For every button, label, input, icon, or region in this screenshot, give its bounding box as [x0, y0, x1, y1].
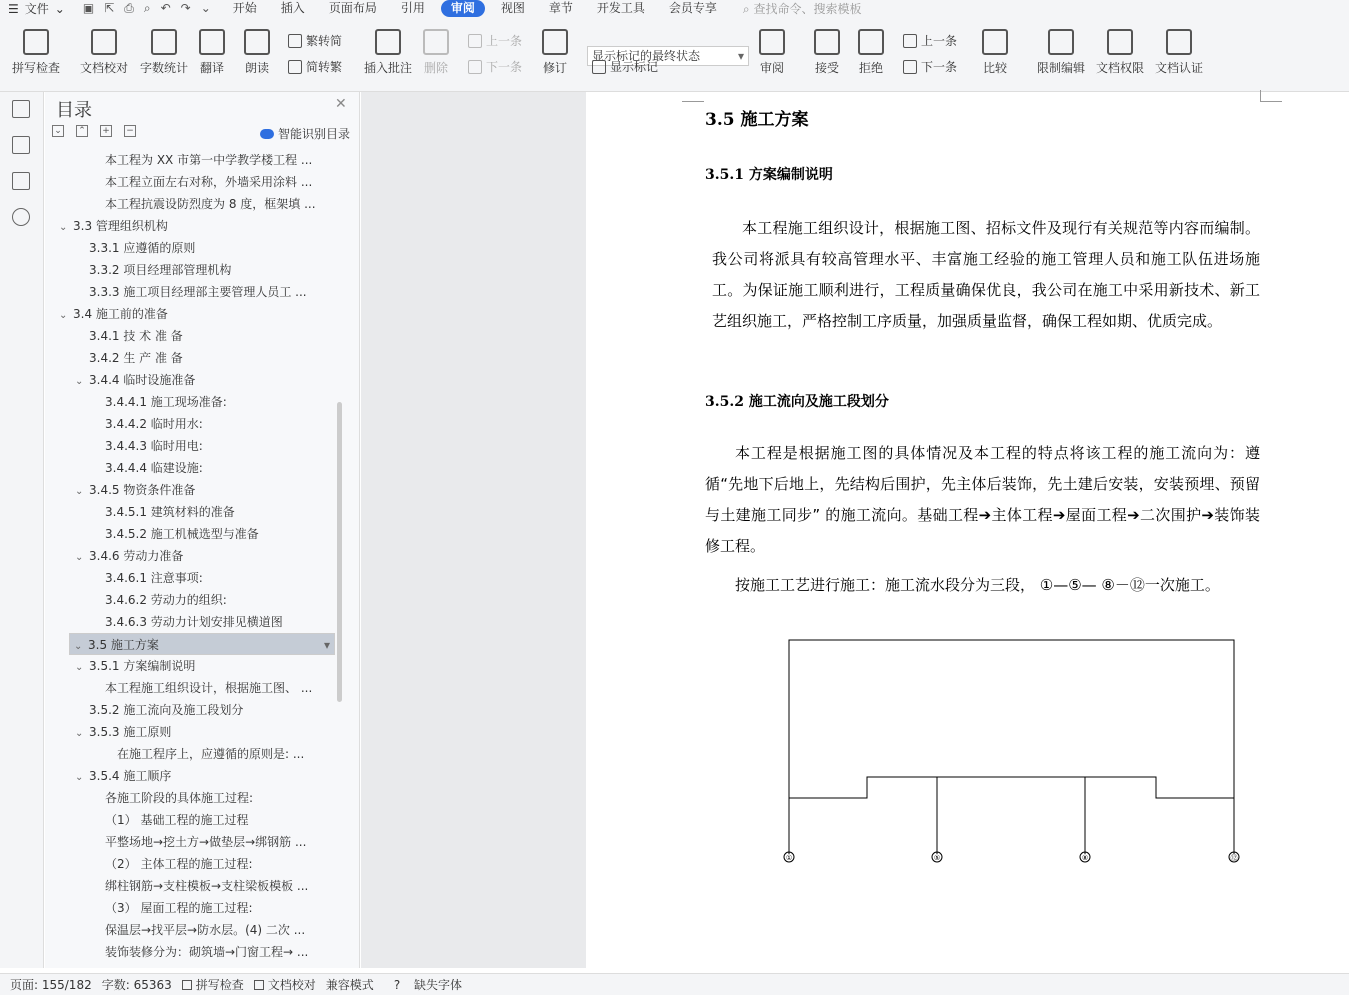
toc-item-label: 保温层→找平层→防水层。(4) 二次 ...: [105, 923, 306, 937]
chevron-down-icon[interactable]: ⌄: [74, 641, 83, 652]
file-menu[interactable]: [0, 0, 73, 17]
compare-icon: [982, 29, 1008, 55]
print-icon[interactable]: ⎙: [124, 1, 134, 15]
translate-button[interactable]: [199, 29, 225, 76]
tab-home[interactable]: 开始: [232, 1, 257, 15]
remove-icon[interactable]: −: [124, 125, 136, 137]
toc-panel-icon[interactable]: [12, 100, 30, 118]
toc-item[interactable]: [105, 149, 335, 171]
toc-item-label: 3.4 施工前的准备: [73, 307, 168, 321]
toc-item-label: 3.4.2 生 产 准 备: [89, 351, 183, 365]
tab-layout[interactable]: 页面布局: [328, 1, 377, 15]
insert-comment-button[interactable]: [364, 29, 412, 76]
tab-developer[interactable]: 开发工具: [596, 1, 645, 15]
spell-check-icon: [23, 29, 49, 55]
prev-change-label: 上一条: [921, 34, 958, 48]
toc-item-label: 3.4.4.3 临时用电:: [105, 439, 203, 453]
chevron-down-icon: ⌄: [54, 1, 65, 16]
word-count-button[interactable]: [140, 29, 188, 76]
next-icon: [903, 60, 917, 74]
toc-item-label: 3.4.6.2 劳动力的组织:: [105, 593, 227, 607]
toc-item[interactable]: [105, 457, 335, 479]
permission-icon: [1107, 29, 1133, 55]
tab-insert[interactable]: 插入: [280, 1, 305, 15]
toc-item-label: 各施工阶段的具体施工过程:: [105, 791, 254, 805]
comment-icon: [375, 29, 401, 55]
revise-icon: [542, 29, 568, 55]
read-aloud-icon: [244, 29, 270, 55]
toc-item[interactable]: [105, 919, 335, 941]
toc-item[interactable]: [105, 809, 335, 831]
missing-font-label: 缺失字体: [414, 978, 463, 992]
revise-button[interactable]: [542, 29, 568, 76]
trad-to-simp-button[interactable]: [288, 32, 342, 49]
export-icon[interactable]: ⇱: [104, 1, 115, 15]
paragraph-1: 本工程施工组织设计，根据施工图、招标文件及现行有关规范等内容而编制。 我公司将派具有较高管理水平、丰富施工经验的施工管理人员和施工队伍进场施工。为保证施工顺利进行，工程质量确保优良，我公司在施工中采用新技术、新工艺组织施工，严格控制工序质量，加强质量监督，确保工程如期、优质完成。: [712, 219, 1260, 330]
bookmark-icon[interactable]: [12, 172, 30, 190]
toc-item[interactable]: [105, 413, 335, 435]
toc-item-label: （1） 基础工程的施工过程: [105, 813, 249, 827]
show-markup-icon: [592, 60, 606, 74]
trad-to-simp-label: 繁转简: [306, 34, 343, 48]
search-placeholder: 查找命令、搜索模板: [753, 2, 862, 16]
toc-item-label: 3.5 施工方案: [88, 638, 159, 652]
help-icon: ?: [393, 978, 401, 992]
toc-item[interactable]: [105, 787, 335, 809]
word-count-icon: [151, 29, 177, 55]
toc-item-label: 3.4.5.1 建筑材料的准备: [105, 505, 235, 519]
chevron-down-icon[interactable]: ⌄: [75, 772, 84, 783]
prev-icon: [468, 34, 482, 48]
compare-label: 比较: [982, 61, 1007, 75]
toc-item[interactable]: [105, 897, 335, 919]
toc-item-label: 本工程为 XX 市第一中学教学楼工程 ...: [105, 153, 313, 167]
toc-item-label: 3.4.4.4 临建设施:: [105, 461, 203, 475]
heading-3-5: 3.5 施工方案: [705, 110, 809, 130]
toc-item-label: 3.4.6.3 劳动力计划安排见横道图: [105, 615, 283, 629]
left-icon-rail: [0, 92, 44, 968]
toc-item[interactable]: [89, 347, 335, 369]
paragraph-3: 按施工工艺进行施工：施工流水段分为三段， ①—⑤— ⑧－⑫一次施工。: [735, 576, 1220, 594]
toc-item[interactable]: [105, 435, 335, 457]
toc-item[interactable]: [59, 303, 321, 325]
translate-icon: [199, 29, 225, 55]
chevron-down-icon[interactable]: ⌄: [75, 376, 84, 387]
toc-item-label: 3.5.2 施工流向及施工段划分: [89, 703, 244, 717]
word-count-indicator[interactable]: 字数: 65363: [101, 978, 172, 992]
toc-item-label: 本工程施工组织设计，根据施工图、 ...: [105, 681, 313, 695]
toc-item-label: 3.4.5 物资条件准备: [89, 483, 196, 497]
toc-item[interactable]: [89, 699, 335, 721]
expand-up-icon[interactable]: ⌃: [76, 125, 88, 137]
revise-label: 修订: [542, 61, 567, 75]
doc-proof-label: 文档校对: [80, 61, 129, 75]
toc-item[interactable]: [75, 479, 321, 501]
smart-icon: [260, 129, 274, 139]
axis-label-12: ⑫: [1230, 854, 1238, 862]
toc-item-label: 本工程立面左右对称，外墙采用涂料 ...: [105, 175, 313, 189]
toc-item-label: 3.5.4 施工顺序: [89, 769, 172, 783]
translate-label: 翻译: [199, 61, 224, 75]
paragraph-2: 本工程是根据施工图的具体情况及本工程的特点将该工程的施工流向为：遵循“先地下后地上，先结构后围护，先主体后装饰，先土建后安装，安装预埋、预留与土建施工同步” 的施工流向。基础工程➔主体工程➔屋面工程➔二次围护➔装饰装修工程。: [705, 444, 1260, 555]
toc-item-label: 3.3.1 应遵循的原则: [89, 241, 196, 255]
toc-scrollbar[interactable]: [337, 402, 342, 702]
toc-item-label: 3.4.4.1 施工现场准备:: [105, 395, 227, 409]
command-search[interactable]: [743, 0, 862, 17]
tab-review[interactable]: 审阅: [441, 0, 485, 17]
chevron-down-icon[interactable]: ⌄: [75, 552, 84, 563]
lock-icon: [1048, 29, 1074, 55]
quick-access-toolbar: [73, 1, 221, 16]
hamburger-icon: ☰: [8, 1, 19, 16]
toc-item[interactable]: [105, 501, 335, 523]
doc-proof-button[interactable]: [80, 29, 128, 76]
check-icon: [182, 980, 192, 990]
toc-item-label: 3.5.3 施工原则: [89, 725, 172, 739]
prev-comment-button[interactable]: [468, 32, 522, 49]
show-markup-label: 显示标记: [610, 60, 659, 74]
accept-label: 接受: [814, 61, 839, 75]
missing-font[interactable]: [384, 976, 462, 993]
toc-item[interactable]: [75, 655, 321, 677]
toc-item[interactable]: [59, 215, 321, 237]
toc-item[interactable]: [105, 875, 335, 897]
certify-icon: [1166, 29, 1192, 55]
status-proof-label: 文档校对: [267, 978, 316, 992]
menubar: [0, 0, 1349, 17]
doc-permission-button[interactable]: [1096, 29, 1144, 76]
heading-3-5-1: 3.5.1 方案编制说明: [705, 167, 833, 183]
toc-item-label: 在施工程序上，应遵循的原则是: ...: [117, 747, 305, 761]
toc-item-label: 3.3 管理组织机构: [73, 219, 168, 233]
search-icon: ⌕: [742, 2, 750, 16]
toc-item[interactable]: [105, 611, 335, 633]
redo-icon[interactable]: ↷: [180, 1, 191, 15]
doc-certify-button[interactable]: [1155, 29, 1203, 76]
status-bar: [0, 973, 1349, 995]
toc-item[interactable]: [75, 765, 321, 787]
tab-view[interactable]: 视图: [500, 1, 525, 15]
close-icon[interactable]: ✕: [335, 96, 347, 112]
status-spell-check[interactable]: [182, 976, 244, 993]
chevron-down-icon[interactable]: ⌄: [59, 222, 68, 233]
toc-item[interactable]: [75, 721, 321, 743]
delete-label: 删除: [423, 61, 448, 75]
doc-permission-label: 文档权限: [1096, 61, 1145, 75]
read-aloud-button[interactable]: [244, 29, 270, 76]
toc-tools: [52, 125, 136, 137]
word-count-label: 字数统计: [140, 61, 189, 75]
status-spell-label: 拼写检查: [195, 978, 244, 992]
axis-label-8: ⑧: [1081, 854, 1089, 862]
convert-icon: [288, 34, 302, 48]
doc-certify-label: 文档认证: [1155, 61, 1204, 75]
toc-item-label: 平整场地→挖土方→做垫层→绑钢筋 ...: [105, 835, 307, 849]
review-pane-button[interactable]: [759, 29, 785, 76]
toc-item[interactable]: [89, 281, 335, 303]
sections-icon[interactable]: [12, 136, 30, 154]
accept-icon: [814, 29, 840, 55]
toc-item[interactable]: [105, 831, 335, 853]
heading-3-5-2: 3.5.2 施工流向及施工段划分: [705, 394, 889, 410]
tab-member[interactable]: 会员专享: [668, 1, 717, 15]
reject-icon: [858, 29, 884, 55]
markup-state-select[interactable]: 显示标记的最终状态 ▾: [587, 46, 749, 66]
toc-item-label: 3.4.6 劳动力准备: [89, 549, 184, 563]
toc-item-label: 3.5.1 方案编制说明: [89, 659, 196, 673]
building-outline: [789, 640, 1234, 798]
search-icon[interactable]: [12, 208, 30, 226]
doc-proof-icon: [91, 29, 117, 55]
restrict-edit-button[interactable]: [1037, 29, 1085, 76]
toc-item[interactable]: [105, 171, 335, 193]
ribbon: [0, 17, 1349, 92]
show-markup-button[interactable]: [592, 58, 658, 75]
save-icon[interactable]: ▣: [82, 1, 95, 15]
toc-item-label: 绑柱钢筋→支柱模板→支柱梁板模板 ...: [105, 879, 309, 893]
next-change-label: 下一条: [921, 60, 958, 74]
smart-toc-label: 智能识别目录: [278, 127, 351, 141]
accept-button[interactable]: [814, 29, 840, 76]
restrict-edit-label: 限制编辑: [1037, 61, 1086, 75]
toc-item[interactable]: [89, 259, 335, 281]
compare-button[interactable]: [982, 29, 1008, 76]
status-doc-proof[interactable]: [254, 976, 316, 993]
next-change-button[interactable]: [903, 58, 957, 75]
toc-item[interactable]: [75, 545, 321, 567]
toc-item[interactable]: [117, 743, 335, 765]
simp-to-trad-button[interactable]: [288, 58, 342, 75]
spell-check-button[interactable]: [12, 29, 60, 76]
toc-item[interactable]: [105, 523, 335, 545]
delete-comment-button[interactable]: [423, 29, 449, 76]
toc-item-label: 3.3.3 施工项目经理部主要管理人员工 ...: [89, 285, 307, 299]
toc-item[interactable]: [75, 369, 321, 391]
more-icon[interactable]: ⌄: [200, 1, 211, 15]
toc-item-label: （2） 主体工程的施工过程:: [105, 857, 253, 871]
preview-icon[interactable]: ⌕: [143, 1, 151, 15]
toc-item[interactable]: [69, 633, 335, 655]
prev-icon: [903, 34, 917, 48]
compat-mode[interactable]: 兼容模式: [325, 978, 374, 992]
document-page[interactable]: [586, 92, 1349, 968]
next-comment-button[interactable]: [468, 58, 522, 75]
reject-label: 拒绝: [858, 61, 883, 75]
crop-mark: [1260, 90, 1282, 102]
toc-item[interactable]: [105, 567, 335, 589]
page-indicator[interactable]: 页面: 155/182: [10, 978, 92, 992]
toc-item[interactable]: [105, 589, 335, 611]
toc-item-label: 装饰装修分为：砌筑墙→门窗工程→ ...: [105, 945, 309, 959]
toc-item[interactable]: [105, 391, 335, 413]
prev-comment-label: 上一条: [486, 34, 523, 48]
toc-item-label: 3.4.6.1 注意事项:: [105, 571, 203, 585]
toc-panel: [45, 92, 360, 968]
chevron-down-icon[interactable]: ⌄: [75, 486, 84, 497]
toc-title: 目录: [56, 100, 92, 121]
toc-item-label: 3.4.1 技 术 准 备: [89, 329, 183, 343]
chevron-down-icon[interactable]: ⌄: [75, 728, 84, 739]
spell-check-label: 拼写检查: [12, 61, 61, 75]
review-label: 审阅: [759, 61, 784, 75]
axis-label-5: ⑤: [933, 854, 941, 862]
delete-comment-icon: [423, 29, 449, 55]
simp-to-trad-label: 简转繁: [306, 60, 343, 74]
collapse-all-icon[interactable]: ⌄: [52, 125, 64, 137]
toc-item-label: 3.3.2 项目经理部管理机构: [89, 263, 232, 277]
next-comment-label: 下一条: [486, 60, 523, 74]
tab-chapter[interactable]: 章节: [548, 1, 573, 15]
read-aloud-label: 朗读: [244, 61, 269, 75]
toc-item-label: 本工程抗震设防烈度为 8 度，框架填 ...: [105, 197, 316, 211]
convert-icon: [288, 60, 302, 74]
undo-icon[interactable]: ↶: [160, 1, 171, 15]
toc-item-label: 3.4.4.2 临时用水:: [105, 417, 203, 431]
prev-change-button[interactable]: [903, 32, 957, 49]
toc-item[interactable]: [89, 325, 335, 347]
next-icon: [468, 60, 482, 74]
toc-item[interactable]: [105, 677, 335, 699]
add-icon[interactable]: +: [100, 125, 112, 137]
crop-mark: [682, 90, 704, 102]
toc-item-label: 3.4.4 临时设施准备: [89, 373, 196, 387]
file-menu-label: 文件: [24, 2, 49, 16]
insert-comment-label: 插入批注: [364, 61, 413, 75]
reject-button[interactable]: [858, 29, 884, 76]
toc-list: [45, 149, 335, 964]
chevron-down-icon[interactable]: ⌄: [75, 662, 84, 673]
toc-item[interactable]: [89, 237, 335, 259]
review-pane-icon: [759, 29, 785, 55]
construction-section-diagram: [781, 632, 1251, 872]
tab-references[interactable]: 引用: [400, 1, 425, 15]
chevron-down-icon[interactable]: ⌄: [59, 310, 68, 321]
axis-label-1: ①: [785, 854, 793, 862]
toc-item[interactable]: [105, 193, 335, 215]
toc-item-label: （3） 屋面工程的施工过程:: [105, 901, 253, 915]
toc-item-label: 3.4.5.2 施工机械选型与准备: [105, 527, 259, 541]
toc-item[interactable]: [105, 941, 335, 963]
proof-icon: [254, 980, 264, 990]
toc-item[interactable]: [105, 853, 335, 875]
smart-toc-button[interactable]: [260, 125, 350, 142]
